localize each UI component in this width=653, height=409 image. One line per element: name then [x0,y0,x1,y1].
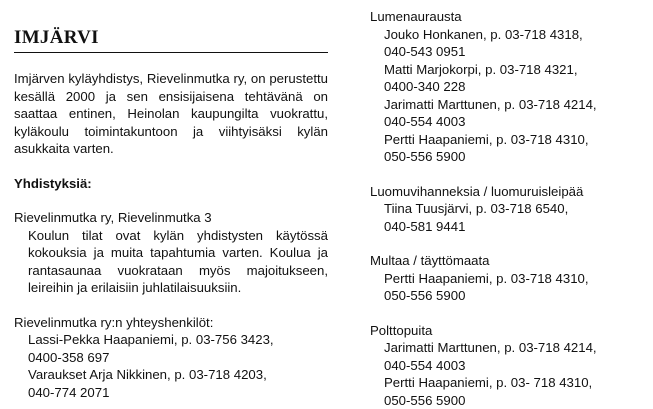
contact-line: Pertti Haapaniemi, p. 03- 718 4310, [370,374,650,392]
contact-line: 0400-340 228 [370,78,650,96]
section-heading: Multaa / täyttömaata [370,252,650,270]
section-heading: Polttopuita [370,322,650,340]
contacts-block [14,314,328,402]
section-heading: Luomuvihanneksia / luomuruisleipää [370,183,650,201]
contact-line: 050-556 5900 [370,287,650,305]
contacts-heading: Rievelinmutka ry:n yhteyshenkilöt: [14,314,328,332]
contact-line: 040-554 4003 [370,357,650,375]
contact-line: Varaukset Arja Nikkinen, p. 03-718 4203, [14,366,328,384]
section-organic [370,183,650,236]
contact-line: Lassi-Pekka Haapaniemi, p. 03-756 3423, [14,331,328,349]
contact-line: 0400-358 697 [14,349,328,367]
association-description: Koulun tilat ovat kylän yhdistysten käytössä kokouksia ja muita tapahtumia varten. Koulua ja rantasaunaa vuokrataan myös majoitukseen, leireihin ja erilaisiin juhlatilaisuuksiin. [14,227,328,297]
association-name: Rievelinmutka ry, Rievelinmutka 3 [14,209,328,227]
section-firewood [370,322,650,409]
page-title: IMJÄRVI [14,28,328,53]
contact-line: Jarimatti Marttunen, p. 03-718 4214, [370,339,650,357]
associations-heading: Yhdistyksiä: [14,175,328,193]
contact-line: 050-556 5900 [370,148,650,166]
section-soil [370,252,650,305]
contact-line: 040-581 9441 [370,218,650,236]
contact-line: 040-543 0951 [370,43,650,61]
section-heading: Lumenaurausta [370,8,650,26]
contact-line: 040-774 2071 [14,384,328,402]
contact-line: Jarimatti Marttunen, p. 03-718 4214, [370,96,650,114]
contact-line: 050-556 5900 [370,392,650,409]
right-column [370,0,650,409]
contact-line: Jouko Honkanen, p. 03-718 4318, [370,26,650,44]
contact-line: Pertti Haapaniemi, p. 03-718 4310, [370,270,650,288]
left-column [14,0,328,401]
intro-paragraph: Imjärven kyläyhdistys, Rievelinmutka ry, on perustettu kesällä 2000 ja sen ensisijaisena tehtävänä on saattaa entinen, Heinolan kaupungilta vuokrattu, kyläkoulu toimintakuntoon ja viihtyisäksi kylän asukkaita varten. [14,70,328,158]
contact-line: Tiina Tuusjärvi, p. 03-718 6540, [370,200,650,218]
section-snow-plowing [370,8,650,166]
contact-line: 040-554 4003 [370,113,650,131]
contact-line: Pertti Haapaniemi, p. 03-718 4310, [370,131,650,149]
association-block [14,209,328,297]
contact-line: Matti Marjokorpi, p. 03-718 4321, [370,61,650,79]
